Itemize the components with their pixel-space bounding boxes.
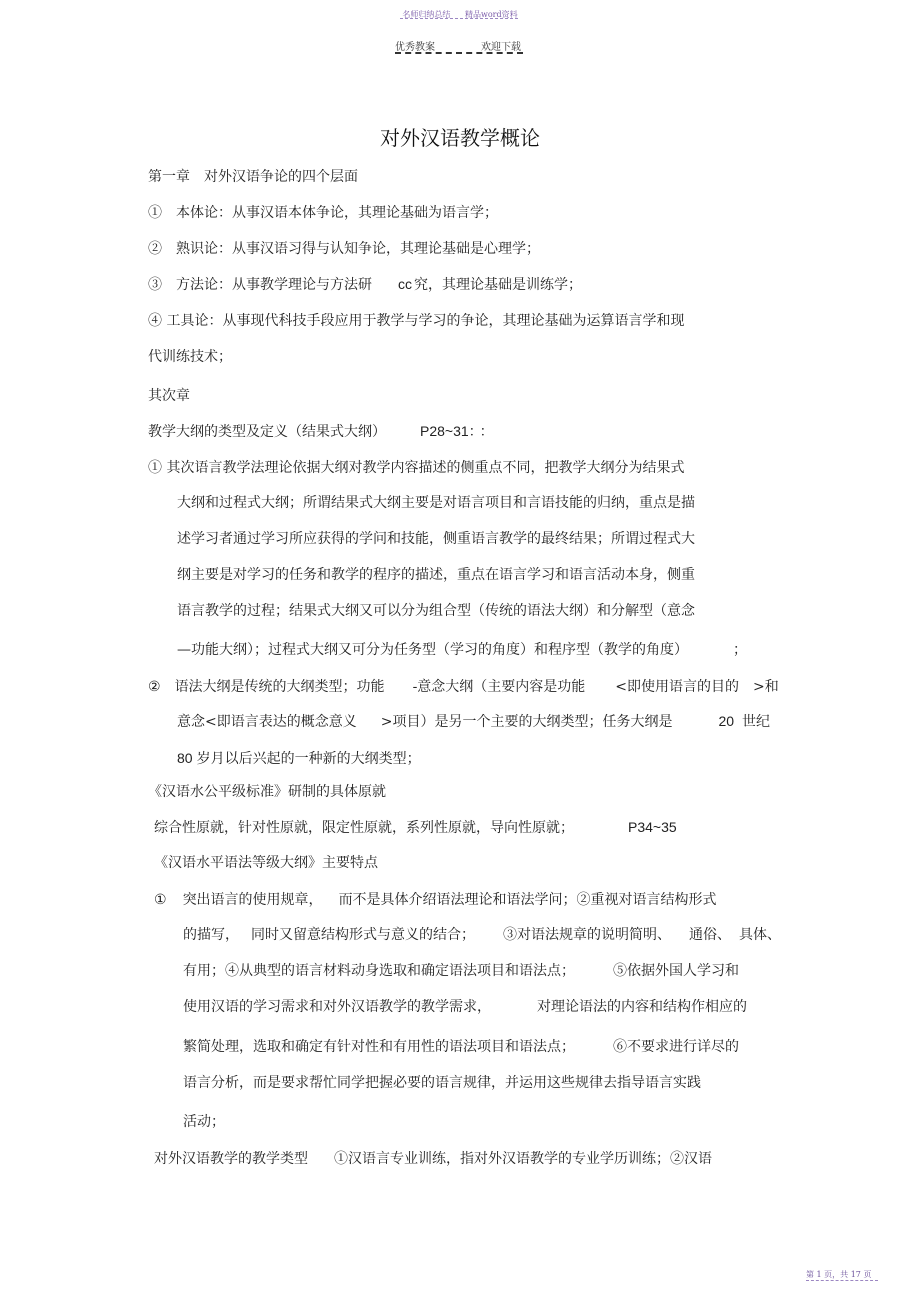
syllabus-para-line-6 xyxy=(177,639,747,659)
grammar-features-line-7: 活动； xyxy=(183,1114,225,1130)
grammar-features-text-2: 而不是具体介绍语法理论和语法学问；②重视对语言结构形式 xyxy=(338,892,717,908)
syllabus-para-line-4: 纲主要是对学习的任务和教学的程序的描述，重点在语言学习和语言活动本身，侧重 xyxy=(177,567,695,583)
grammar-syllabus-text-1: 语法大纲是传统的大纲类型；功能 xyxy=(174,679,385,695)
watermark-left: 名师归纳总结 xyxy=(402,10,451,19)
grammar-features-text-11: 对理论语法的内容和结构作相应的 xyxy=(537,999,747,1015)
grammar-features-text-4: 同时又留意结构形式与意义的结合； xyxy=(251,927,475,943)
grammar-features-text-6: 通俗、 xyxy=(689,927,731,943)
grammar-features-line-5 xyxy=(183,1036,739,1056)
teaching-types-line xyxy=(154,1148,712,1168)
grammar-features-text-9: ⑤依据外国人学习和 xyxy=(613,963,739,979)
grammar-syllabus-text-2: -意念大纲（主要内容是功能 xyxy=(412,679,586,695)
grammar-features-line-1 xyxy=(154,889,717,909)
standard-heading: 《汉语水公平级标准》研制的具体原就 xyxy=(148,784,386,800)
grammar-features-line-3 xyxy=(183,960,739,980)
grammar-features-text-12: 繁简处理，选取和确定有针对性和有用性的语法项目和语法点； xyxy=(183,1039,575,1055)
chapter1-item-3-part-b: cc xyxy=(398,276,412,292)
chapter1-item-3-part-c: 究，其理论基础是训练学； xyxy=(414,277,582,293)
grammar-syllabus-text-3: <即使用语言的目的 xyxy=(615,679,740,695)
grammar-syllabus-text-4: >和 xyxy=(753,679,779,695)
grammar-features-line-4 xyxy=(183,996,747,1016)
header-divider xyxy=(395,52,523,54)
grammar-features-text-8: 有用；④从典型的语言材料动身选取和确定语法项目和语法点； xyxy=(183,963,575,979)
syllabus-para-line-5: 语言教学的过程；结果式大纲又可以分为组合型（传统的语法大纲）和分解型（意念 xyxy=(177,603,695,619)
watermark-right: 精品word资料 xyxy=(464,10,518,19)
grammar-features-marker: ① xyxy=(154,892,167,908)
grammar-syllabus-line-1 xyxy=(148,676,779,696)
chapter1-heading: 第一章 对外汉语争论的四个层面 xyxy=(148,169,358,185)
syllabus-para-line-3: 述学习者通过学习所应获得的学问和技能，侧重语言教学的最终结果；所谓过程式大 xyxy=(177,531,695,547)
chapter1-item-1: ① 本体论：从事汉语本体争论，其理论基础为语言学； xyxy=(148,205,498,221)
grammar-features-text-3: 的描写， xyxy=(183,927,239,943)
syllabus-para-line-2: 大纲和过程式大纲；所谓结果式大纲主要是对语言项目和言语技能的归纳，重点是描 xyxy=(177,495,695,511)
page-counter: 第 1 页，共 17 页 xyxy=(806,1270,872,1279)
grammar-syllabus-line-3 xyxy=(177,748,421,768)
grammar-features-text-5: ③对语法规章的说明简明、 xyxy=(503,927,671,943)
item-2-marker: ② xyxy=(148,679,161,695)
chapter2-heading: 其次章 xyxy=(148,388,190,404)
grammar-syllabus-decade: 80 xyxy=(177,750,193,766)
header-left: 优秀教案 xyxy=(395,42,435,53)
page-title: 对外汉语教学概论 xyxy=(380,126,540,150)
grammar-features-text-13: ⑥不要求进行详尽的 xyxy=(613,1039,739,1055)
chapter1-item-4-cont: 代训练技术； xyxy=(148,349,232,365)
teaching-types-text: ①汉语言专业训练，指对外汉语教学的专业学历训练；②汉语 xyxy=(334,1151,712,1167)
chapter1-item-4: ④ 工具论：从事现代科技手段应用于教学与学习的争论，其理论基础为运算语言学和现 xyxy=(148,313,685,329)
standard-principles xyxy=(154,817,677,837)
standard-page-ref: P34~35 xyxy=(628,819,677,835)
header-right: 欢迎下载 xyxy=(481,42,521,53)
grammar-features-text-10: 使用汉语的学习需求和对外汉语教学的教学需求， xyxy=(183,999,491,1015)
chapter1-item-2: ② 熟识论：从事汉语习得与认知争论，其理论基础是心理学； xyxy=(148,241,540,257)
watermark-divider xyxy=(400,18,518,19)
footer-divider xyxy=(806,1280,878,1281)
grammar-syllabus-line-2 xyxy=(177,711,770,731)
syllabus-para-line-1: ① 其次语言教学法理论依据大纲对教学内容描述的侧重点不同，把教学大纲分为结果式 xyxy=(148,460,685,476)
grammar-outline-heading: 《汉语水平语法等级大纲》主要特点 xyxy=(154,855,378,871)
grammar-syllabus-text-8: 岁月以后兴起的一种新的大纲类型； xyxy=(196,751,421,767)
syllabus-page-ref: P28~31： xyxy=(420,423,476,439)
chapter1-item-3-part-a: ③ 方法论：从事教学理论与方法研 xyxy=(148,277,372,293)
standard-principles-text: 综合性原就，针对性原就，限定性原就，系列性原就，导向性原就； xyxy=(154,820,574,836)
grammar-syllabus-text-7: 世纪 xyxy=(742,714,771,730)
syllabus-para-line-6-text: —功能大纲）；过程式大纲又可分为任务型（学习的角度）和程序型（教学的角度） xyxy=(177,642,681,658)
grammar-features-text-1: 突出语言的使用规章， xyxy=(182,892,323,908)
syllabus-colon: ： xyxy=(479,424,494,440)
syllabus-para-line-6-end: ； xyxy=(733,642,747,658)
grammar-features-line-2 xyxy=(183,924,781,944)
syllabus-types-text: 教学大纲的类型及定义（结果式大纲） xyxy=(148,424,386,440)
teaching-types-label: 对外汉语教学的教学类型 xyxy=(154,1151,308,1167)
grammar-syllabus-year: 20 xyxy=(718,713,735,729)
grammar-features-text-7: 具体、 xyxy=(739,927,781,943)
grammar-features-line-6: 语言分析，而是要求帮忙同学把握必要的语言规律，并运用这些规律去指导语言实践 xyxy=(183,1075,701,1091)
grammar-syllabus-text-6: >项目）是另一个主要的大纲类型；任务大纲是 xyxy=(380,714,673,730)
syllabus-types-heading xyxy=(148,421,494,441)
grammar-syllabus-text-5: 意念<即语言表达的概念意义 xyxy=(177,714,357,730)
chapter1-item-3 xyxy=(148,274,582,294)
